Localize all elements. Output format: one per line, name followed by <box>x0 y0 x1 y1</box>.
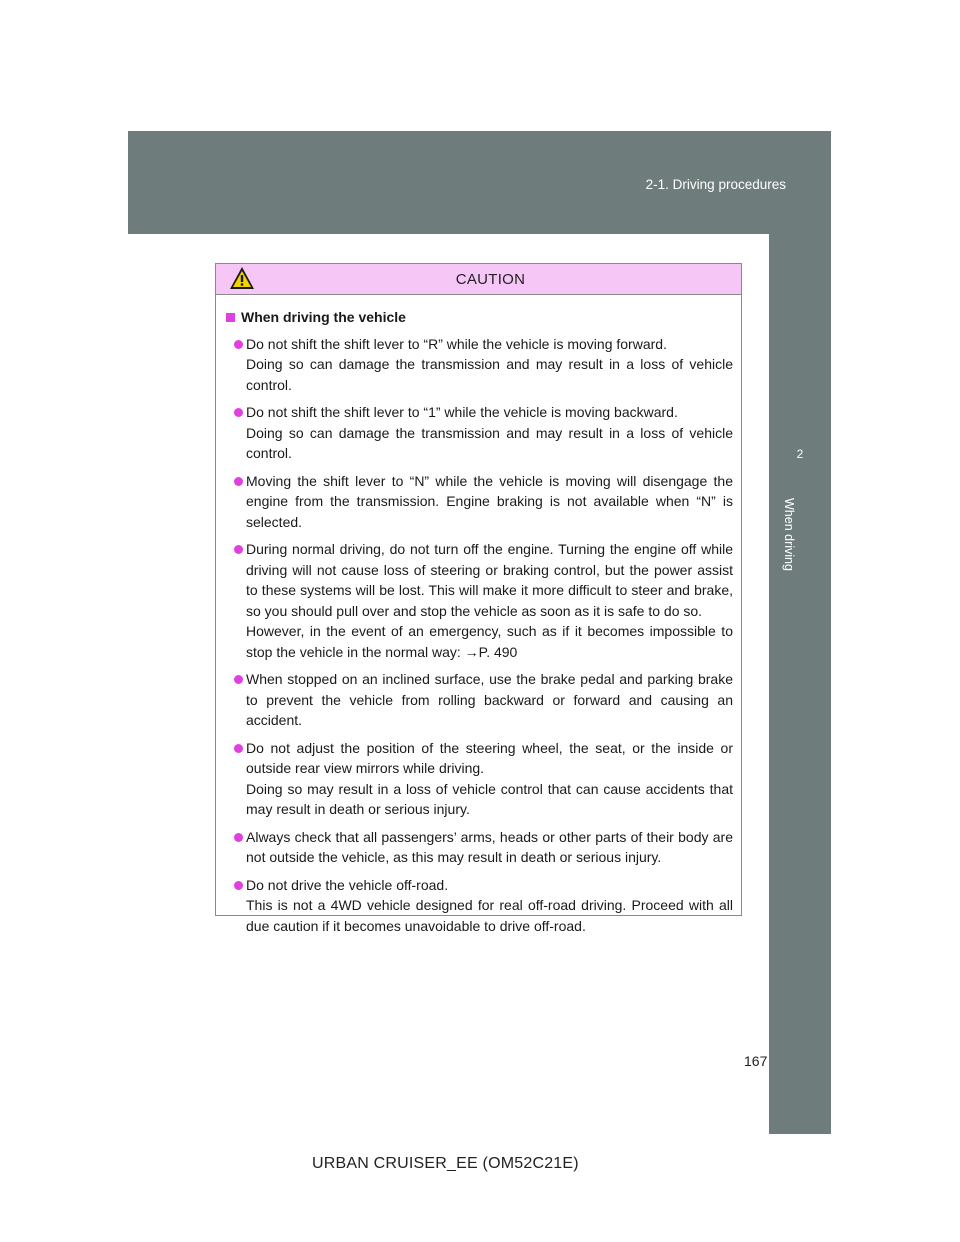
caution-item <box>224 334 733 396</box>
caution-item-text: Doing so can damage the transmission and may result in a loss of vehicle control. <box>246 356 733 393</box>
caution-item <box>224 827 733 868</box>
caution-item <box>224 738 733 820</box>
section-title-text: When driving the vehicle <box>241 309 406 325</box>
caution-item <box>224 875 733 937</box>
caution-item-text: When stopped on an inclined surface, use the brake pedal and parking brake to prevent the vehicle from rolling backward or forward and causing an accident. <box>246 671 733 728</box>
caution-item-text: Do not shift the shift lever to “1” while the vehicle is moving backward. <box>246 404 678 420</box>
side-band-upper <box>769 234 831 420</box>
chapter-label: When driving <box>782 498 796 571</box>
header-band <box>128 131 831 234</box>
caution-item-text: During normal driving, do not turn off the engine. Turning the engine off while driving will not cause loss of steering or braking control, but the power assist to these systems will be lost. This will make it more difficult to steer and brake, so you should pull over and stop the vehicle as soon as it is safe to do so. <box>246 541 733 619</box>
caution-item <box>224 471 733 533</box>
page-number: 167 <box>744 1053 768 1069</box>
caution-box <box>215 263 742 934</box>
caution-body <box>216 295 741 936</box>
caution-item <box>224 669 733 731</box>
caution-item <box>224 539 733 662</box>
caution-header <box>216 264 741 295</box>
side-band-lower <box>769 488 831 1134</box>
caution-item-text: This is not a 4WD vehicle designed for real off-road driving. Proceed with all due caution if it becomes unavoidable to drive off-road. <box>246 897 733 934</box>
warning-triangle-icon <box>229 266 255 290</box>
caution-item <box>224 402 733 464</box>
caution-title: CAUTION <box>455 270 526 288</box>
caution-item-list <box>224 334 733 937</box>
caution-item-text: Do not shift the shift lever to “R” while the vehicle is moving forward. <box>246 335 667 352</box>
caution-item-text: Always check that all passengers’ arms, heads or other parts of their body are not outside the vehicle, as this may result in death or serious injury. <box>246 828 733 865</box>
caution-item-text: Doing so can damage the transmission and may result in a loss of vehicle control. <box>246 424 733 461</box>
caution-item-text: Moving the shift lever to “N” while the vehicle is moving will disengage the engine from the transmission. Engine braking is not available when “N” is selected. <box>246 472 733 530</box>
chapter-tab <box>769 420 831 488</box>
square-bullet-icon <box>226 313 235 322</box>
caution-item-text: However, in the event of an emergency, such as if it becomes impossible to stop the vehicle in the normal way: →P. 490 <box>246 623 733 660</box>
footer-model-code: URBAN CRUISER_EE (OM52C21E) <box>312 1155 579 1172</box>
caution-item-text: Do not adjust the position of the steering wheel, the seat, or the inside or outside rear view mirrors while driving. <box>246 739 733 776</box>
section-header: 2-1. Driving procedures <box>645 177 786 192</box>
caution-item-text: Doing so may result in a loss of vehicle control that can cause accidents that may result in death or serious injury. <box>246 780 733 817</box>
chapter-number: 2 <box>796 447 804 461</box>
caution-item-text: Do not drive the vehicle off-road. <box>246 876 449 893</box>
caution-section-title <box>224 307 733 328</box>
